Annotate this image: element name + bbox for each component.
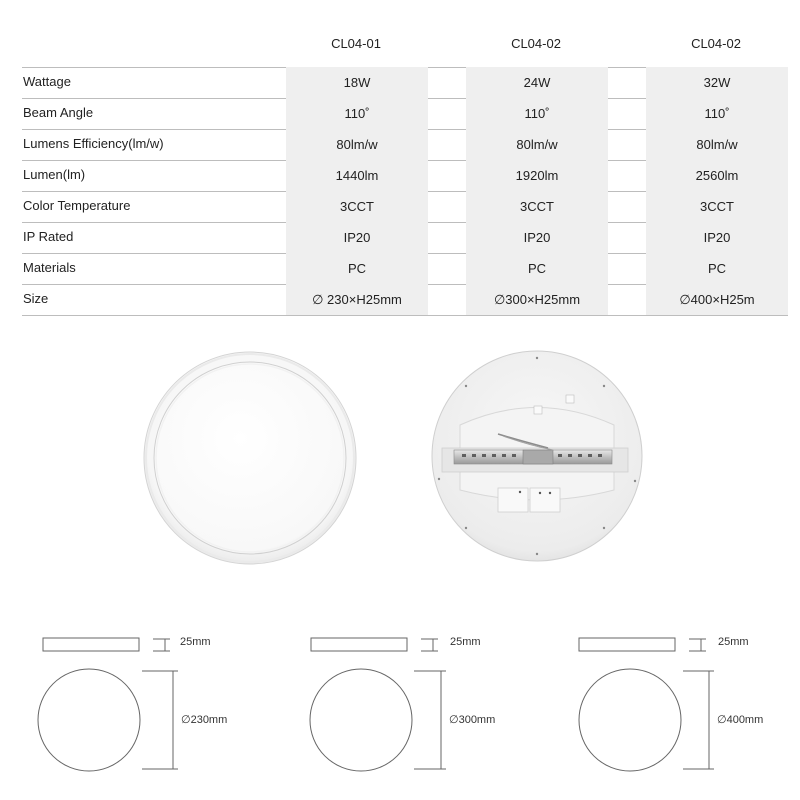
top-profile-3 xyxy=(579,669,681,771)
diameter-dimension-line-2 xyxy=(414,671,446,769)
side-profile-2 xyxy=(311,638,407,651)
top-profile-1 xyxy=(38,669,140,771)
table-cell: 110˚ xyxy=(646,98,788,129)
table-cell: 80lm/w xyxy=(646,129,788,160)
spec-table xyxy=(22,0,788,320)
table-cell: 80lm/w xyxy=(466,129,608,160)
dimension-drawings xyxy=(0,620,800,800)
table-row xyxy=(22,222,788,254)
height-label-3: 25mm xyxy=(718,636,749,648)
diameter-label-2: ∅300mm xyxy=(449,714,496,726)
side-profile-3 xyxy=(579,638,675,651)
table-cell: ∅400×H25m xyxy=(646,284,788,315)
row-label: Lumen(lm) xyxy=(23,167,86,182)
height-dimension-line-1 xyxy=(153,639,170,651)
table-cell: PC xyxy=(286,253,428,284)
top-profile-2 xyxy=(310,669,412,771)
table-cell: IP20 xyxy=(286,222,428,253)
table-row xyxy=(22,67,788,99)
table-cell: 32W xyxy=(646,67,788,98)
table-cell: 80lm/w xyxy=(286,129,428,160)
ceiling-light-front-image xyxy=(140,348,360,568)
table-row xyxy=(22,191,788,223)
table-cell: PC xyxy=(466,253,608,284)
dimension-diagrams xyxy=(0,620,800,800)
diameter-label-3: ∅400mm xyxy=(717,714,764,726)
table-cell: ∅300×H25mm xyxy=(466,284,608,315)
table-cell: PC xyxy=(646,253,788,284)
side-profile-1 xyxy=(43,638,139,651)
table-cell: IP20 xyxy=(466,222,608,253)
row-label: Lumens Efficiency(lm/w) xyxy=(23,136,164,151)
column-header-1: CL04-01 xyxy=(331,36,381,51)
diameter-dimension-line-3 xyxy=(683,671,714,769)
table-cell: 110˚ xyxy=(286,98,428,129)
height-dimension-line-3 xyxy=(689,639,706,651)
table-cell: ∅ 230×H25mm xyxy=(286,284,428,315)
row-label: Color Temperature xyxy=(23,198,131,213)
height-label-2: 25mm xyxy=(450,636,481,648)
row-label: Size xyxy=(23,291,49,306)
table-row xyxy=(22,253,788,285)
height-label-1: 25mm xyxy=(180,636,211,648)
table-cell: 3CCT xyxy=(466,191,608,222)
table-cell: 110˚ xyxy=(466,98,608,129)
table-row xyxy=(22,160,788,192)
row-label: IP Rated xyxy=(23,229,74,244)
table-row xyxy=(22,98,788,130)
row-label: Materials xyxy=(23,260,76,275)
diameter-label-1: ∅230mm xyxy=(181,714,228,726)
table-cell: 2560lm xyxy=(646,160,788,191)
row-label: Wattage xyxy=(23,74,71,89)
ceiling-light-back-image xyxy=(428,350,646,568)
table-cell: IP20 xyxy=(646,222,788,253)
column-header-3: CL04-02 xyxy=(691,36,741,51)
table-cell: 1440lm xyxy=(286,160,428,191)
table-row xyxy=(22,129,788,161)
table-cell: 3CCT xyxy=(646,191,788,222)
table-row xyxy=(22,284,788,316)
table-cell: 1920lm xyxy=(466,160,608,191)
height-dimension-line-2 xyxy=(421,639,438,651)
table-cell: 3CCT xyxy=(286,191,428,222)
diameter-dimension-line-1 xyxy=(142,671,178,769)
table-cell: 18W xyxy=(286,67,428,98)
row-label: Beam Angle xyxy=(23,105,94,120)
column-header-2: CL04-02 xyxy=(511,36,561,51)
table-cell: 24W xyxy=(466,67,608,98)
